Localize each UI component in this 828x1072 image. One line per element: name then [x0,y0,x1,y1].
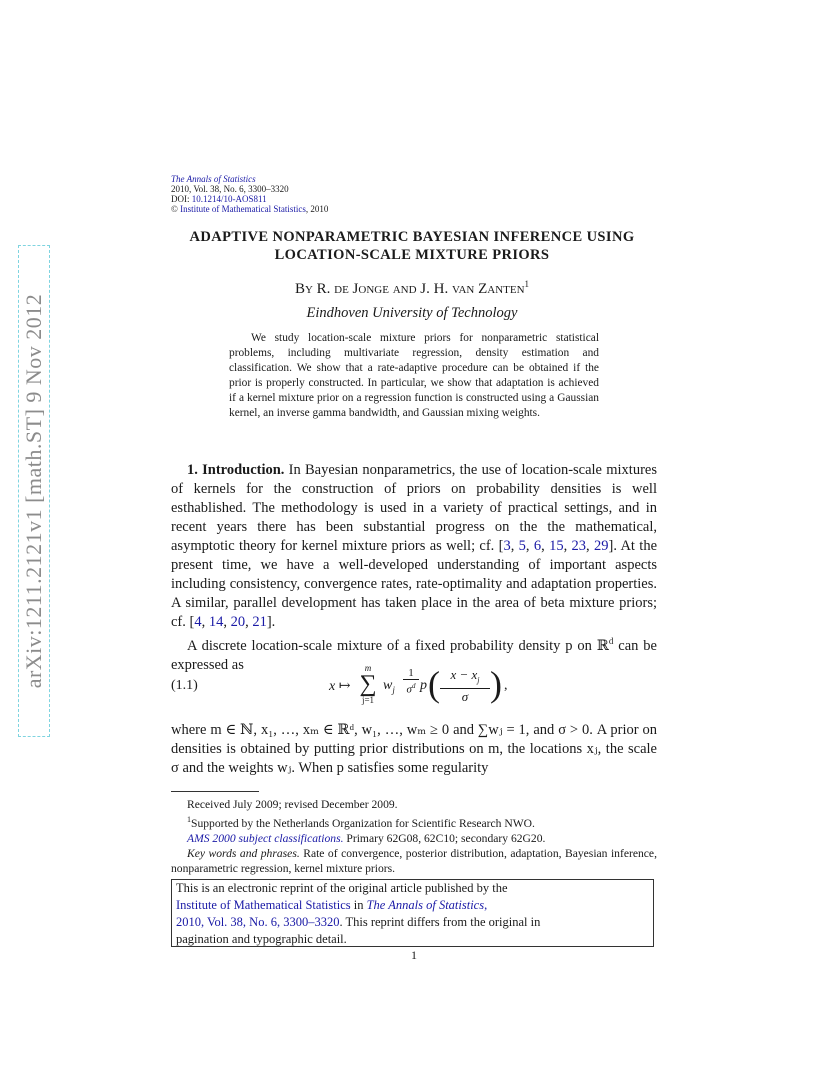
author-footnote-mark: 1 [524,279,530,289]
ams-link[interactable]: AMS 2000 subject classifications. [187,831,344,845]
journal-name[interactable]: The Annals of Statistics [171,174,256,184]
keywords: Key words and phrases. Rate of convergence, posterior distribution, adaptation, Bayesian inference, nonparametric regression, kernel mixture priors. [171,846,657,875]
footnote-rule [171,791,259,792]
citation-link[interactable]: 21 [252,614,267,630]
citation-link[interactable]: 20 [230,614,246,630]
volume-link[interactable]: 2010, Vol. 38, No. 6, 3300–3320 [176,915,340,929]
citation-link[interactable]: 4 [194,614,202,630]
doi-line: DOI: 10.1214/10-AOS811 [171,194,267,204]
volume-line: 2010, Vol. 38, No. 6, 3300–3320 [171,184,289,194]
fraction-1: 1 $\sigma^d$ [403,667,419,696]
arxiv-identifier: arXiv:1211.2121v1 [math.ST] 9 Nov 2012 [21,293,46,689]
citation-link[interactable]: 23 [571,538,587,554]
abstract: We study location-scale mixture priors for nonparametric statistical problems, including multivariate regression, density estimation and classification. We show that a rate-adaptive procedure can be obtained if the prior is properly constructed. In particular, we show that adaptation is achieved if a kernel mixture prior on a regression function is constructed using a Gaussian kernel, an inverse gamma bandwidth, and Gaussian mixing weights. [229,332,599,419]
publisher-link[interactable]: Institute of Mathematical Statistics [176,898,351,912]
citation-link[interactable]: 15 [549,538,564,554]
doi-link[interactable]: 10.1214/10-AOS811 [191,194,267,204]
intro-paragraph-2: A discrete location-scale mixture of a fixed probability density p on ℝ$^d$ can be expressed as [171,636,657,673]
summation: m ∑ j=1 [359,663,377,705]
equation-1-1: (1.1) x ↦ m ∑ j=1 $w_j$ 1 $\sigma^d$ p ( $x - x_j$ σ ) , [171,663,508,705]
copyright-icon: © [171,204,178,214]
footnotes [171,797,657,876]
copyright-line: © Institute of Mathematical Statistics, 2010 [171,204,329,214]
intro-paragraph-3: where m ∈ ℕ, x₁, …, xₘ ∈ ℝᵈ, w₁, …, wₘ ≥ 0 and ∑wⱼ = 1, and σ > 0. A prior on densities is obtained by putting prior distributions on m, the locations xⱼ, the scale σ and the weights wⱼ. When p satisfies some regularity [171,722,657,776]
equation-label: (1.1) [171,678,198,693]
citation-link[interactable]: 29 [593,538,609,554]
citation-link[interactable]: 5 [518,538,526,554]
publisher-link[interactable]: Institute of Mathematical Statistics [180,204,306,214]
support-note: $^1$Supported by the Netherlands Organization for Scientific Research NWO. [187,815,535,830]
affiliation: Eindhoven University of Technology [306,305,518,321]
intro-paragraph-1: 1. Introduction. In Bayesian nonparametrics, the use of location-scale mixtures of kernels for the construction of priors on probability densities is well esthablished. The methodology is used in a variety of practical settings, and in recent years there has been substantial progress on the the mathematical, asymptotic theory for kernel mixture priors as well; cf. [3, 5, 6, 15, 23, 29]. At the present time, we have a well-developed understanding of important aspects including consistency, convergence rates, rate-optimality and adaptation properties. A similar, parallel development has taken place in the area of beta mixture priors; cf. [4, 14, 20, 21]. [171,462,658,630]
introduction-section [171,461,657,675]
journal-header [171,174,328,214]
page-number: 1 [411,948,417,962]
received-note: Received July 2009; revised December 2009. [187,798,398,811]
arxiv-stamp [18,245,50,737]
section-heading: 1. Introduction. [187,462,285,478]
citation-link[interactable]: 6 [533,538,542,554]
citation-link[interactable]: 14 [208,614,224,630]
citation-link[interactable]: 3 [503,538,511,554]
fraction-2: $x - x_j$ σ [440,667,490,704]
ams-classification: AMS 2000 subject classifications. Primary 62G08, 62C10; secondary 62G20. [187,831,546,845]
authors: By R. de Jonge and J. H. van Zanten$^1$ [294,279,530,297]
paper-title: ADAPTIVE NONPARAMETRIC BAYESIAN INFERENCE USING LOCATION-SCALE MIXTURE PRIORS [189,229,635,263]
reprint-notice: This is an electronic reprint of the original article published by the Institute of Mathematical Statistics in The Annals of Statistics, 2010, Vol. 38, No. 6, 3300–3320. This reprint differs from the original in pagination and typographic detail. [171,879,654,947]
journal-link[interactable]: The Annals of Statistics [366,898,485,912]
